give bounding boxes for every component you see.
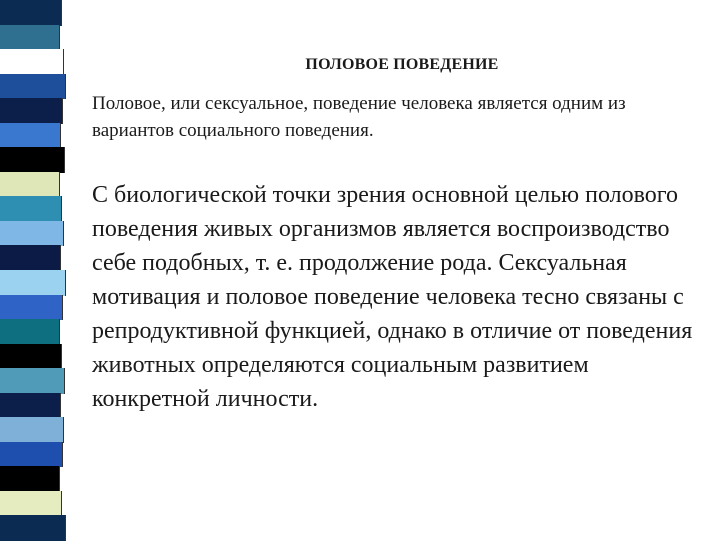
slide-title (0, 56, 720, 74)
decorative-stripe (0, 147, 65, 173)
decorative-stripe (0, 123, 61, 149)
slide-title-text: ПОЛОВОЕ ПОВЕДЕНИЕ (305, 56, 499, 73)
decorative-stripe (0, 25, 60, 51)
decorative-stripe (0, 515, 66, 541)
decorative-stripe (0, 295, 63, 321)
decorative-stripe (0, 196, 62, 222)
decorative-stripe (0, 172, 60, 198)
decorative-stripe (0, 466, 60, 492)
decorative-stripe (0, 98, 63, 124)
decorative-stripe (0, 319, 60, 345)
main-paragraph: С биологической точки зрения основной целью полового поведения живых организмов является воспроизводство себе подобных, т. е. продолжение рода. Сексуальная мотивация и половое поведение человека тесно связаны с репродуктивной функцией, однако в отличие от поведения животных определяются социальным развитием конкретной личности. (92, 182, 693, 412)
decorative-stripe-bar (0, 0, 76, 540)
decorative-stripe (0, 442, 63, 468)
decorative-stripe (0, 221, 64, 247)
decorative-stripe (0, 0, 62, 26)
decorative-stripe (0, 417, 64, 443)
decorative-stripe (0, 344, 62, 370)
decorative-stripe (0, 491, 62, 517)
decorative-stripe (0, 245, 61, 271)
decorative-stripe (0, 270, 66, 296)
decorative-stripe (0, 74, 66, 100)
intro-paragraph: Половое, или сексуальное, поведение человека является одним из вариантов социального поведения. (92, 93, 626, 141)
decorative-stripe (0, 393, 61, 419)
decorative-stripe (0, 368, 65, 394)
